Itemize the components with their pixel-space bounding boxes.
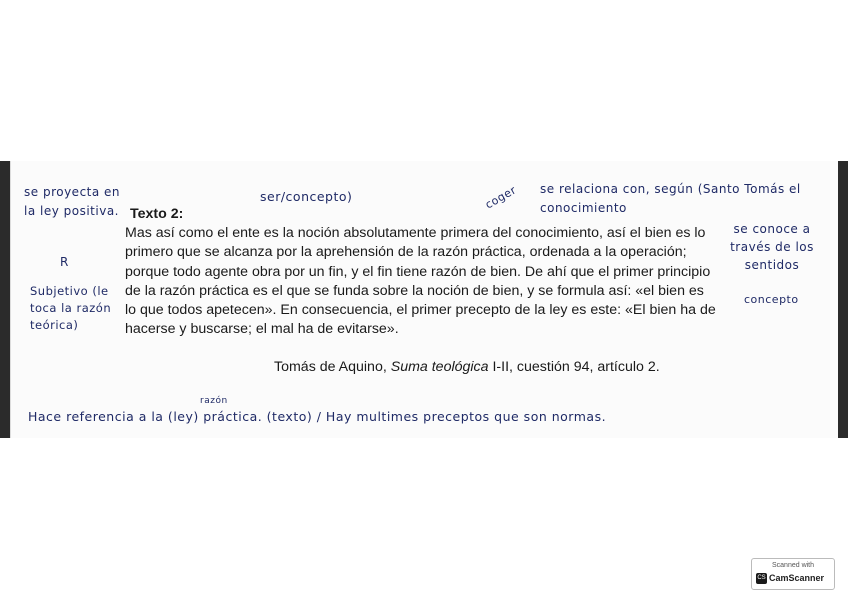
handwritten-note-coger: coger <box>482 183 519 212</box>
handwritten-note-above-ente: ser/concepto) <box>260 189 353 204</box>
handwritten-mark-r: R <box>60 255 69 269</box>
quote-paragraph <box>125 224 717 340</box>
text-title: Texto 2: <box>130 206 184 222</box>
handwritten-note-bottom: Hace referencia a la (ley) práctica. (texto) / Hay multimes preceptos que son normas. <box>28 409 607 424</box>
handwritten-note-top-right: se relaciona con, según (Santo Tomás el conocimiento <box>540 182 801 215</box>
handwritten-note-left-top: se proyecta en la ley positiva. <box>24 185 121 218</box>
scan-border-left <box>0 161 10 438</box>
handwritten-note-above-practica: razón <box>200 396 228 406</box>
handwritten-note-concepto: concepto <box>744 293 799 306</box>
handwritten-note-right-side: se conoce a través de los sentidos <box>730 222 814 272</box>
camscanner-watermark <box>751 558 835 590</box>
citation-work: Suma teológica <box>390 359 489 375</box>
scan-border-right <box>838 161 848 438</box>
camscanner-logo-icon: CS <box>756 573 767 584</box>
citation-reference: I-II, cuestión 94, artículo 2. <box>488 359 660 375</box>
citation <box>274 359 660 375</box>
quote-text: Mas así como el ente es la noción absolutamente primera del conocimiento, así el bien es lo primero que se alcanza por la aprehensión de la razón práctica, ordenada a la operación; porque todo agente obra por un fin, y el fin tiene razón de bien. De ahí que el primer principio de la razón práctica es el que se funda sobre la noción de bien, y se formula así: «el bien es lo que todos apetecen». En consecuencia, el primer precepto de la ley es este: «El bien ha de hacerse y buscarse; el mal ha de evitarse». <box>125 225 716 338</box>
handwritten-note-left-mid: Subjetivo (le toca la razón teórica) <box>30 284 112 332</box>
watermark-small-text: Scanned with <box>771 562 815 569</box>
citation-author: Tomás de Aquino, <box>274 359 391 375</box>
watermark-brand: CamScanner <box>769 573 825 583</box>
